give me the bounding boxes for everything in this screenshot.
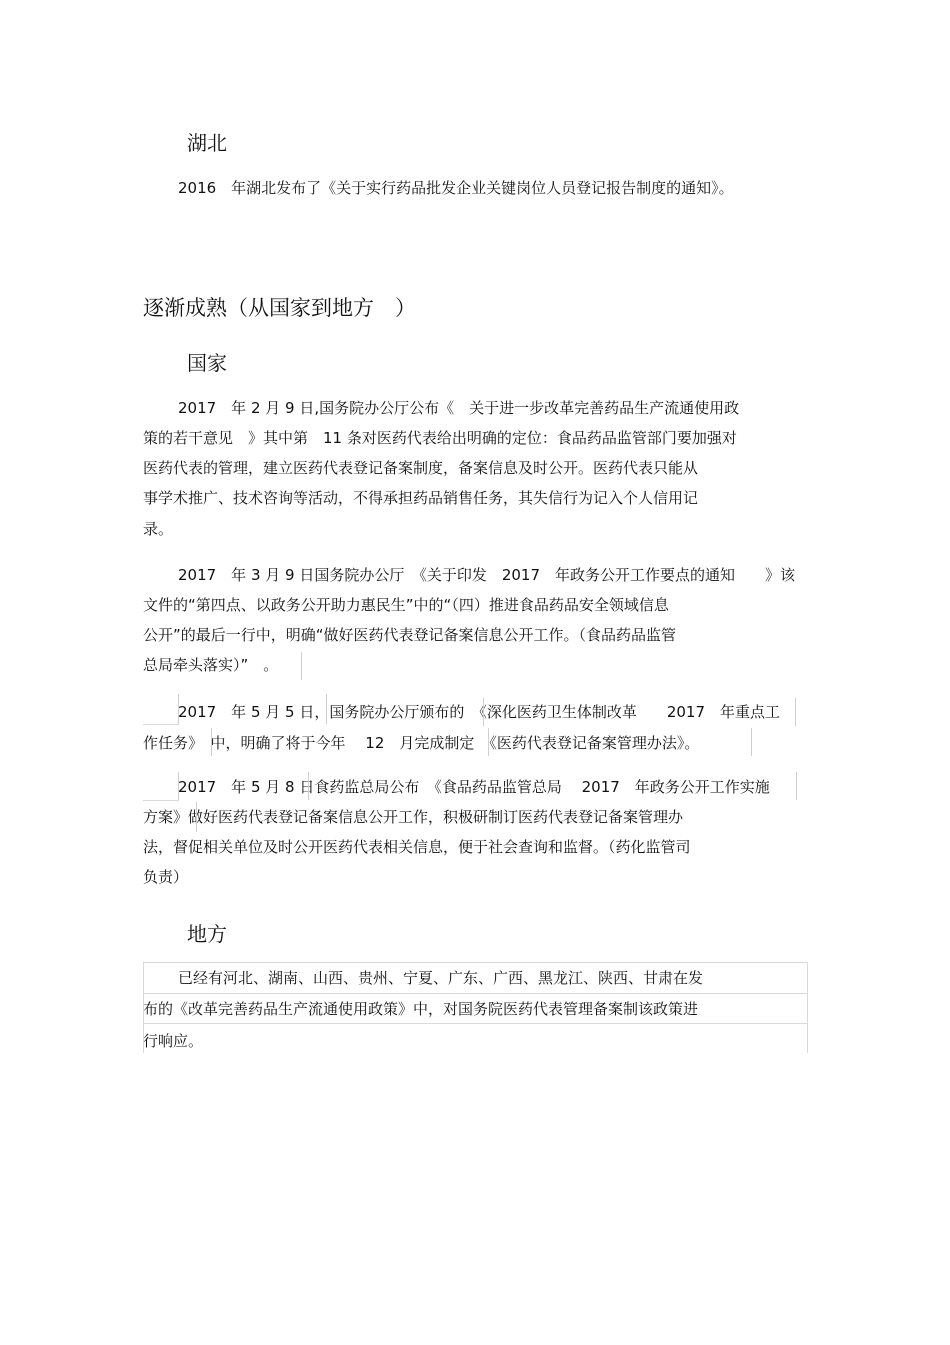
scan-artifact-line xyxy=(796,772,797,800)
paragraph-line: 行响应。 xyxy=(143,1032,204,1050)
paragraph-line: 文件的“第四点、以政务公开助力惠民生”中的“（四）推进食品药品安全领域信息 xyxy=(143,596,669,614)
paragraph-line: 作任务》 中，明确了将于今年 12 月完成制定 《医药代表登记备案管理办法》。 xyxy=(143,734,700,752)
paragraph-line: 2017 年 5 月 5 日，国务院办公厅颁布的 《深化医药卫生体制改革 2017 年重点工 xyxy=(178,703,781,721)
scan-artifact-line xyxy=(143,724,179,725)
section-heading-hubei: 湖北 xyxy=(187,131,227,155)
section-heading-national: 国家 xyxy=(187,351,227,375)
section-heading-mature: 逐渐成熟（从国家到地方 ） xyxy=(143,296,416,320)
paragraph-line: 方案》做好医药代表登记备案信息公开工作，积极研制订医药代表登记备案管理办 xyxy=(143,808,684,826)
paragraph-line: 2016 年湖北发布了《关于实行药品批发企业关键岗位人员登记报告制度的通知》。 xyxy=(178,179,734,197)
scan-artifact-line xyxy=(143,993,807,994)
paragraph-line: 录。 xyxy=(143,520,174,538)
paragraph-line: 公开”的最后一行中，明确“做好医药代表登记备案信息公开工作。（食品药品监管 xyxy=(143,626,677,644)
scan-artifact-line xyxy=(143,1023,807,1024)
section-heading-local: 地方 xyxy=(187,922,227,946)
paragraph-line: 2017 年 5 月 8 日食药监总局公布 《食品药品监管总局 2017 年政务公开工作实施 xyxy=(178,778,770,796)
paragraph-line: 已经有河北、湖南、山西、贵州、宁夏、广东、广西、黑龙江、陕西、甘肃在发 xyxy=(178,969,704,987)
paragraph-line: 策的若干意见 》其中第 11 条对医药代表给出明确的定位：食品药品监管部门要加强对 xyxy=(143,429,737,447)
paragraph-line: 负责） xyxy=(143,868,189,886)
paragraph-line: 事学术推广、技术咨询等活动，不得承担药品销售任务，其失信行为记入个人信用记 xyxy=(143,489,699,507)
scan-artifact-line xyxy=(301,652,302,680)
paragraph-line: 法，督促相关单位及时公开医药代表相关信息，便于社会查询和监督。（药化监管司 xyxy=(143,838,691,856)
paragraph-line: 2017 年 3 月 9 日国务院办公厅 《关于印发 2017 年政务公开工作要点的通知 》该 xyxy=(178,566,796,584)
paragraph-line: 布的《改革完善药品生产流通使用政策》中，对国务院医药代表管理备案制该政策进 xyxy=(143,1000,699,1018)
scan-artifact-line xyxy=(143,800,179,801)
scan-artifact-line xyxy=(751,728,752,756)
scan-artifact-line xyxy=(795,698,796,726)
paragraph-line: 2017 年 2 月 9 日,国务院办公厅公布《 关于进一步改革完善药品生产流通使用政 xyxy=(178,399,740,417)
paragraph-line: 总局牵头落实）” 。 xyxy=(143,656,279,674)
paragraph-line: 医药代表的管理，建立医药代表登记备案制度，备案信息及时公开。医药代表只能从 xyxy=(143,459,699,477)
